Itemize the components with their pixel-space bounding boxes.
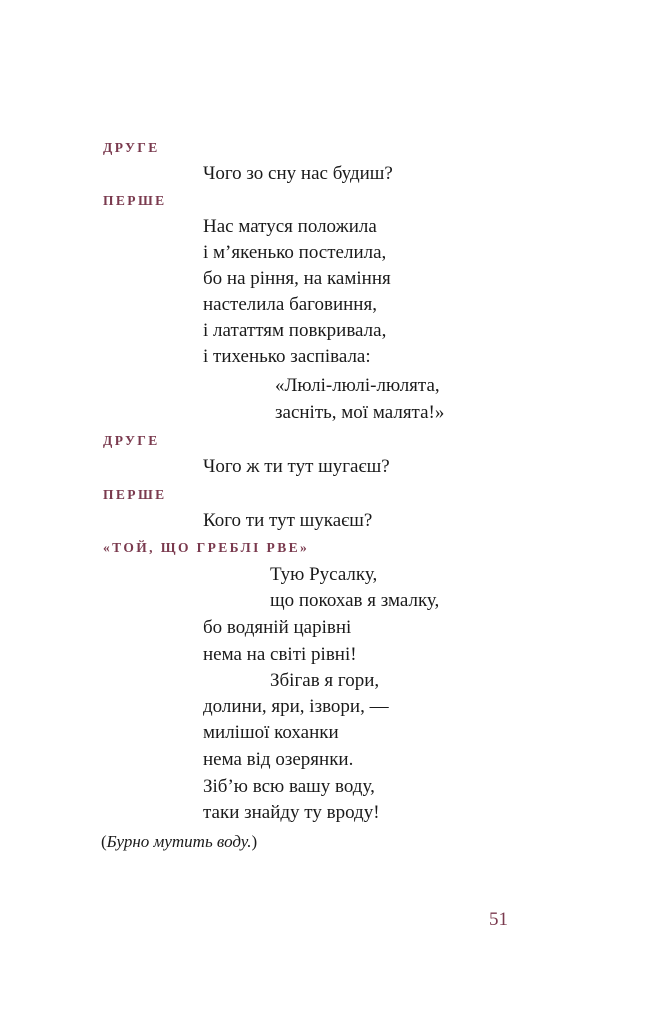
verse-line: засніть, мої малята!» <box>275 402 445 423</box>
page-number: 51 <box>489 909 508 930</box>
verse-line: бо водяній царівні <box>203 617 352 638</box>
speaker-label: ДРУГЕ <box>103 140 160 155</box>
stage-paren-open: ( <box>101 832 107 851</box>
verse-line: Чого зо сну нас будиш? <box>203 163 393 184</box>
verse-line: нема на світі рівні! <box>203 644 357 665</box>
speaker-label: ДРУГЕ <box>103 433 160 448</box>
speaker-label: «ТОЙ, ЩО ГРЕБЛІ РВЕ» <box>103 540 310 555</box>
verse-line: і тихенько заспівала: <box>203 346 371 367</box>
verse-line: і лататтям повкривала, <box>203 320 387 341</box>
verse-line: Збігав я гори, <box>270 670 380 691</box>
stage-paren-close: ) <box>251 832 258 851</box>
verse-line: Нас матуся положила <box>203 216 377 237</box>
verse-line: Чого ж ти тут шугаєш? <box>203 456 390 477</box>
speaker-label: ПЕРШЕ <box>103 487 167 502</box>
verse-line: бо на ріння, на каміння <box>203 268 391 289</box>
verse-line: таки знайду ту вроду! <box>203 802 380 823</box>
verse-line: що покохав я змалку, <box>270 590 440 611</box>
verse-line: Тую Русалку, <box>270 564 378 585</box>
verse-line: Кого ти тут шукаєш? <box>203 510 373 531</box>
verse-line: настелила баговиння, <box>203 294 377 315</box>
verse-line: Зіб’ю всю вашу воду, <box>203 776 375 797</box>
verse-line: нема від озерянки. <box>203 749 354 770</box>
verse-line: милішої коханки <box>203 722 339 743</box>
stage-direction-text: Бурно мутить воду. <box>106 832 252 851</box>
speaker-label: ПЕРШЕ <box>103 193 167 208</box>
verse-line: «Люлі-люлі-люлята, <box>275 375 440 396</box>
stage-direction <box>101 832 257 852</box>
verse-line: долини, яри, ізвори, — <box>203 696 389 717</box>
verse-line: і м’якенько постелила, <box>203 242 387 263</box>
